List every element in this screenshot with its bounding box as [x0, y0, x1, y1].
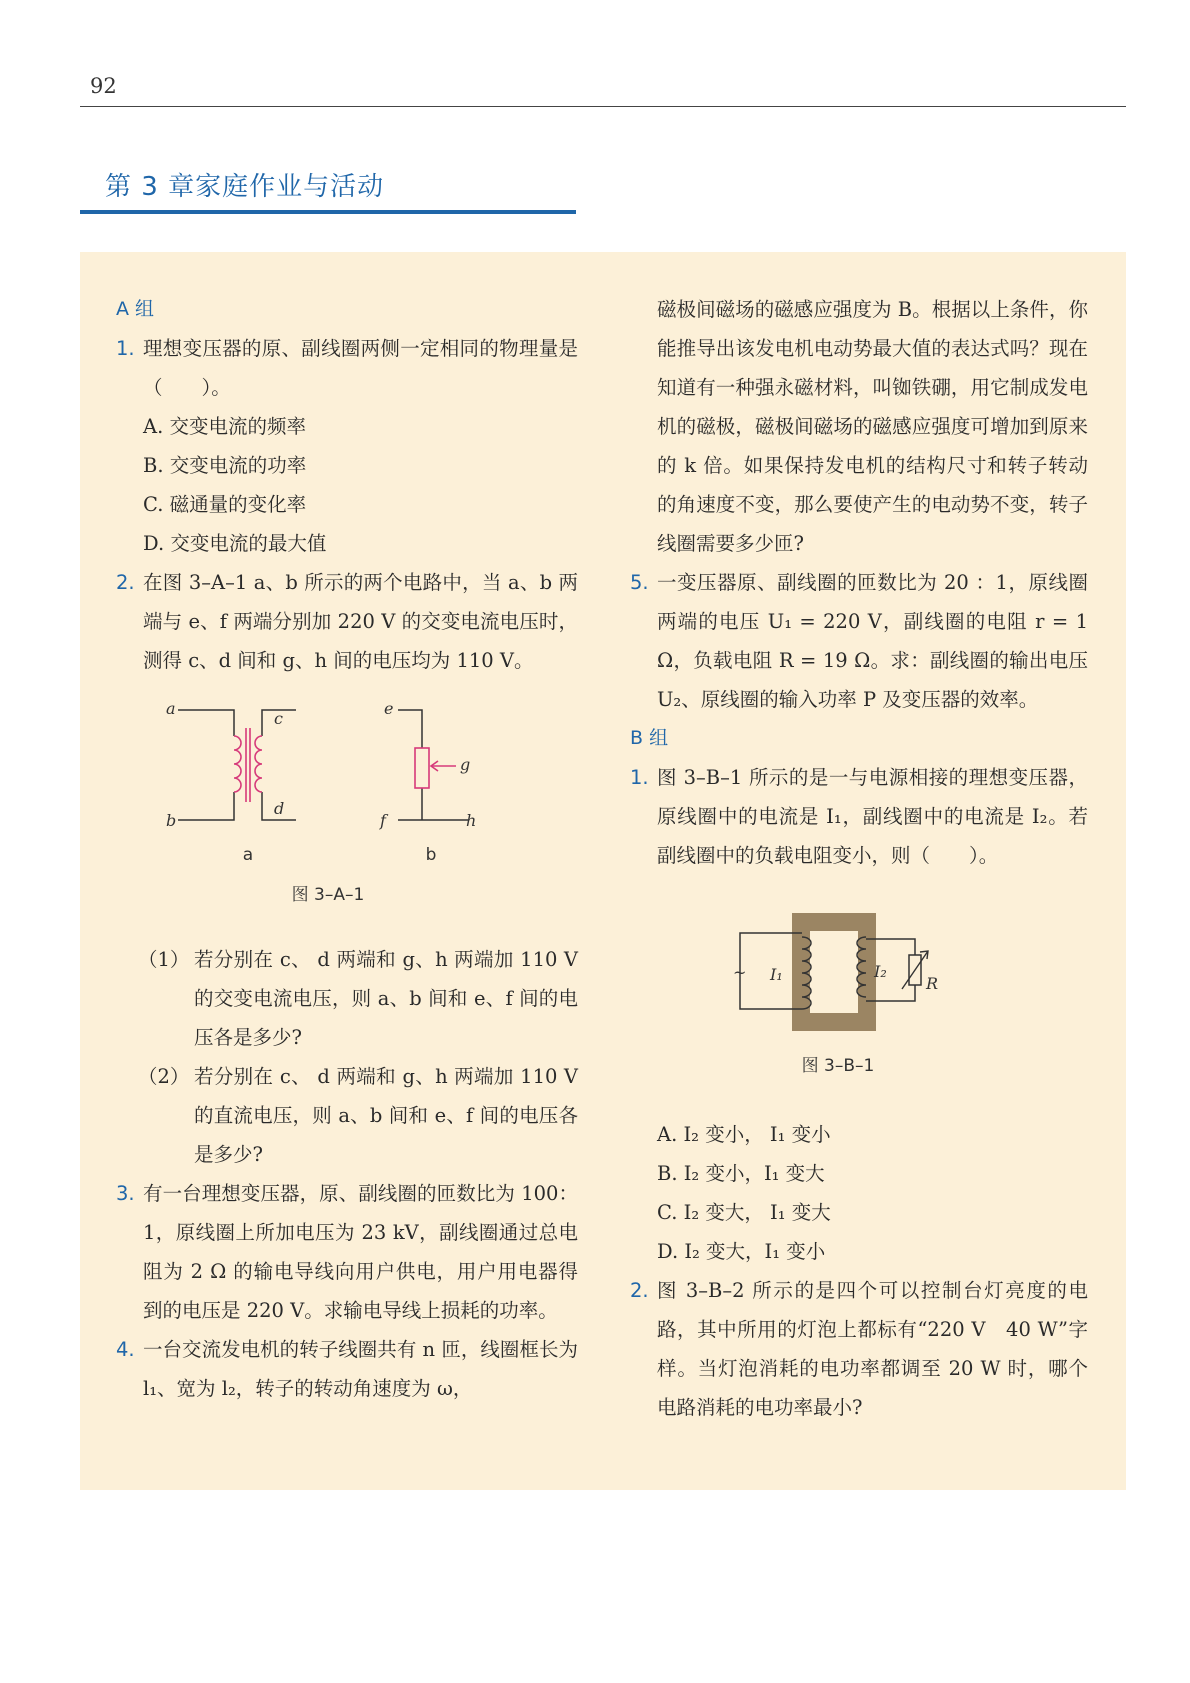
part-text: 若分别在 c、 d 两端和 g、h 两端加 110 V 的交变电流电压，则 a、b 间和 e、f 间的电压各是多少? — [194, 948, 578, 1049]
sub-figure-b-label: b — [425, 845, 437, 865]
part-text: 若分别在 c、 d 两端和 g、h 两端加 110 V 的直流电压，则 a、b 间和 e、f 间的电压各是多少? — [194, 1065, 578, 1166]
option-b: B. I₂ 变小，I₁ 变大 — [657, 1162, 825, 1185]
question-text: 理想变压器的原、副线圈两侧一定相同的物理量是（ ）。 — [143, 337, 578, 399]
terminal-a-label: a — [166, 699, 176, 718]
question-number: 4. — [116, 1338, 135, 1361]
question-a4 — [116, 1330, 578, 1408]
question-a1 — [116, 329, 578, 407]
part-number: （1） — [138, 948, 190, 971]
question-number: 2. — [116, 571, 135, 594]
left-column — [116, 290, 578, 1408]
chapter-title: 第 3 章家庭作业与活动 — [105, 172, 385, 202]
question-number: 1. — [630, 766, 649, 789]
transformer-circuits-diagram — [116, 680, 578, 940]
transformer-core — [234, 728, 262, 802]
ac-source-symbol: ~ — [733, 963, 747, 982]
question-b2 — [630, 1271, 1088, 1427]
figure-caption: 图 3–B–1 — [801, 1056, 875, 1076]
group-a-heading: A 组 — [116, 298, 155, 320]
question-text: 有一台理想变压器，原、副线圈的匝数比为 100：1，原线圈上所加电压为 23 kV，副线圈通过总电阻为 2 Ω 的输电导线向用户供电，用户用电器得到的电压是 220 V。求输电导线上损耗的功率。 — [143, 1182, 578, 1322]
question-a2 — [116, 563, 578, 680]
chapter-title-underline — [80, 210, 576, 214]
question-text: 在图 3–A–1 a、b 所示的两个电路中，当 a、b 两端与 e、f 两端分别加 220 V 的交变电流电压时，测得 c、d 间和 g、h 间的电压均为 110 V。 — [143, 571, 578, 672]
question-b1 — [630, 758, 1088, 875]
slider-arrow — [431, 761, 456, 771]
option-d: D. 交变电流的最大值 — [143, 532, 327, 555]
question-a2-part1 — [116, 940, 578, 1057]
terminal-f-label: f — [380, 811, 386, 830]
option-a: A. I₂ 变小， I₁ 变小 — [657, 1123, 831, 1146]
option-b: B. 交变电流的功率 — [143, 454, 307, 477]
question-text: 图 3–B–1 所示的是一与电源相接的理想变压器，原线圈中的电流是 I₁，副线圈中的电流是 I₂。若副线圈中的负载电阻变小，则（ ）。 — [657, 766, 1088, 867]
terminal-b-label: b — [166, 811, 177, 830]
current-i1-label: I₁ — [770, 965, 783, 984]
group-b-heading: B 组 — [630, 727, 669, 749]
resistor-r-label: R — [926, 974, 939, 993]
header-rule — [80, 106, 1126, 107]
page-number: 92 — [90, 74, 117, 98]
question-a5 — [630, 563, 1088, 719]
question-number: 1. — [116, 337, 135, 360]
terminal-c-label: c — [274, 709, 283, 728]
transformer-load-diagram — [630, 875, 1088, 1115]
question-number: 2. — [630, 1279, 649, 1302]
terminal-e-label: e — [384, 699, 394, 718]
part-number: （2） — [138, 1065, 190, 1088]
figure-3-b-1 — [630, 875, 1088, 1115]
terminal-g-label: g — [460, 755, 471, 774]
terminal-h-label: h — [466, 811, 477, 830]
terminal-d-label: d — [274, 799, 285, 818]
question-text: 图 3–B–2 所示的是四个可以控制台灯亮度的电路，其中所用的灯泡上都标有“220 V 40 W”字样。当灯泡消耗的电功率都调至 20 W 时，哪个电路消耗的电功率最小? — [657, 1279, 1088, 1419]
option-d: D. I₂ 变大，I₁ 变小 — [657, 1240, 826, 1263]
option-a: A. 交变电流的频率 — [143, 415, 306, 438]
current-i2-label: I₂ — [874, 962, 887, 981]
question-a2-part2 — [116, 1057, 578, 1174]
question-a3 — [116, 1174, 578, 1330]
question-text: 一台交流发电机的转子线圈共有 n 匝，线圈框长为 l₁、宽为 l₂，转子的转动角速度为 ω， — [143, 1338, 578, 1400]
figure-caption: 图 3–A–1 — [291, 885, 365, 905]
option-c: C. I₂ 变大， I₁ 变大 — [657, 1201, 831, 1224]
core-window — [810, 931, 858, 1013]
sub-figure-a-label: a — [242, 845, 254, 865]
question-number: 5. — [630, 571, 649, 594]
option-c: C. 磁通量的变化率 — [143, 493, 307, 516]
question-a4-continued: 磁极间磁场的磁感应强度为 B。根据以上条件，你能推导出该发电机电动势最大值的表达式吗？现在知道有一种强永磁材料，叫铷铁硼，用它制成发电机的磁极，磁极间磁场的磁感应强度可增加到原来的 k 倍。如果保持发电机的结构尺寸和转子转动的角速度不变，那么要使产生的电动势不变，转子线圈需要多少匝? — [657, 298, 1088, 555]
figure-3-a-1 — [116, 680, 578, 940]
right-column — [630, 290, 1088, 1427]
rheostat-symbol — [415, 748, 429, 788]
question-text: 一变压器原、副线圈的匝数比为 20 ：1，原线圈两端的电压 U₁ = 220 V，副线圈的电阻 r = 1 Ω，负载电阻 R = 19 Ω。求：副线圈的输出电压 U₂、原线圈的输入功率 P 及变压器的效率。 — [657, 571, 1088, 711]
question-number: 3. — [116, 1182, 135, 1205]
